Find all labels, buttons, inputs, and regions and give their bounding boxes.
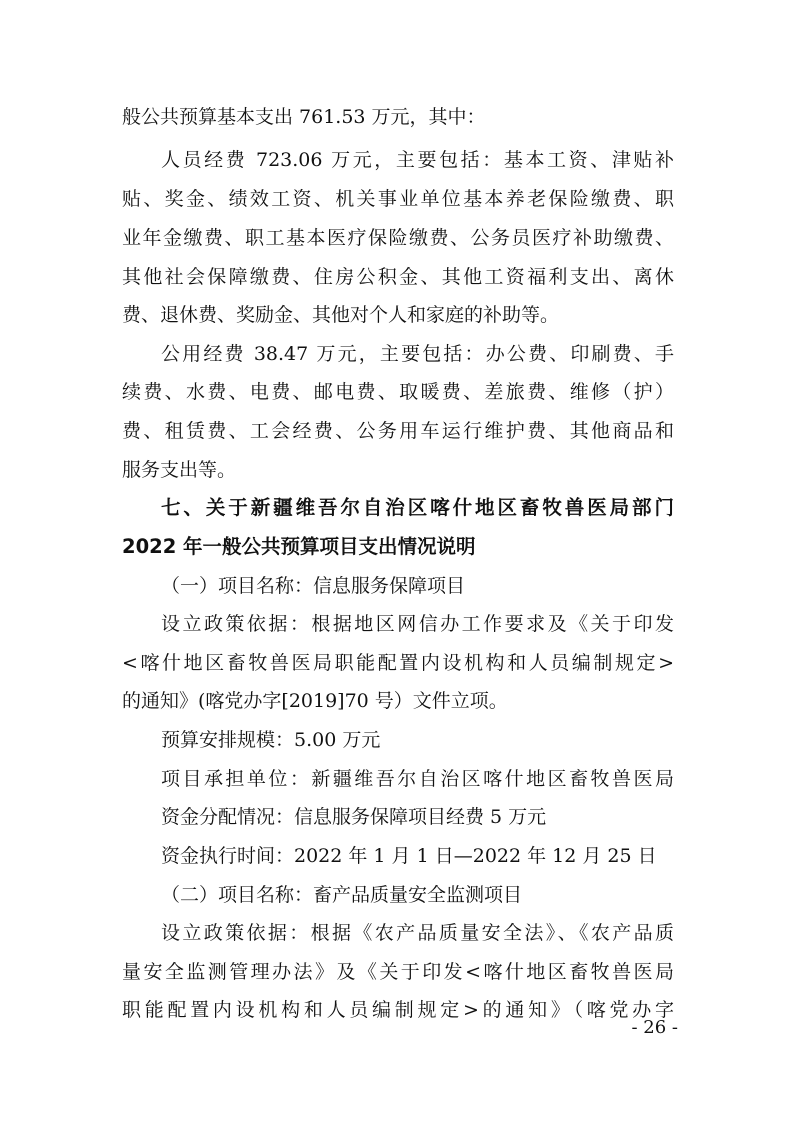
body-text-line: 资金执行时间：2022 年 1 月 1 日—2022 年 12 月 25 日 [161,845,657,867]
body-text-line: 业年金缴费、职工基本医疗保险缴费、公务员医疗补助缴费、 [122,227,674,249]
body-text-line: 项目承担单位：新疆维吾尔自治区喀什地区畜牧兽医局 [161,768,674,790]
paragraph-first-line: 设立政策依据：根据《农产品质量安全法》、《农产品质 [161,922,674,944]
body-text-line: 服务支出等。 [122,459,237,481]
body-text-line: 量安全监测管理办法》及《关于印发<喀什地区畜牧兽医局 [122,961,674,983]
section-heading: 七、关于新疆维吾尔自治区喀什地区畜牧兽医局部门 [161,496,674,519]
body-text-line: 资金分配情况：信息服务保障项目经费 5 万元 [161,806,547,828]
body-text-line: 续费、水费、电费、邮电费、取暖费、差旅费、维修（护） [122,381,674,403]
subsection-heading: （一）项目名称：信息服务保障项目 [161,575,466,597]
body-text-line: 费、租赁费、工会经费、公务用车运行维护费、其他商品和 [122,420,674,442]
body-text-line: 其他社会保障缴费、住房公积金、其他工资福利支出、离休 [122,266,674,288]
body-text-line: 费、退休费、奖励金、其他对个人和家庭的补助等。 [122,304,560,326]
paragraph-first-line: 设立政策依据：根据地区网信办工作要求及《关于印发 [161,613,674,635]
body-text-line: <喀什地区畜牧兽医局职能配置内设机构和人员编制规定> [122,652,674,674]
paragraph-first-line: 公用经费 38.47 万元，主要包括：办公费、印刷费、手 [161,343,674,365]
paragraph-first-line: 人员经费 723.06 万元，主要包括：基本工资、津贴补 [161,149,674,171]
body-text-line: 般公共预算基本支出 761.53 万元，其中： [122,106,486,128]
body-text-line: 贴、奖金、绩效工资、机关事业单位基本养老保险缴费、职 [122,188,674,210]
body-text-line: 的通知》(喀党办字[2019]70 号）文件立项。 [122,690,508,712]
body-text-line: 职能配置内设机构和人员编制规定>的通知》（喀党办字 [122,999,674,1021]
subsection-heading: （二）项目名称：畜产品质量安全监测项目 [161,884,523,906]
page-number: - 26 - [631,1017,678,1038]
section-heading-continued: 2022 年一般公共预算项目支出情况说明 [122,535,476,558]
body-text-line: 预算安排规模：5.00 万元 [161,729,381,751]
